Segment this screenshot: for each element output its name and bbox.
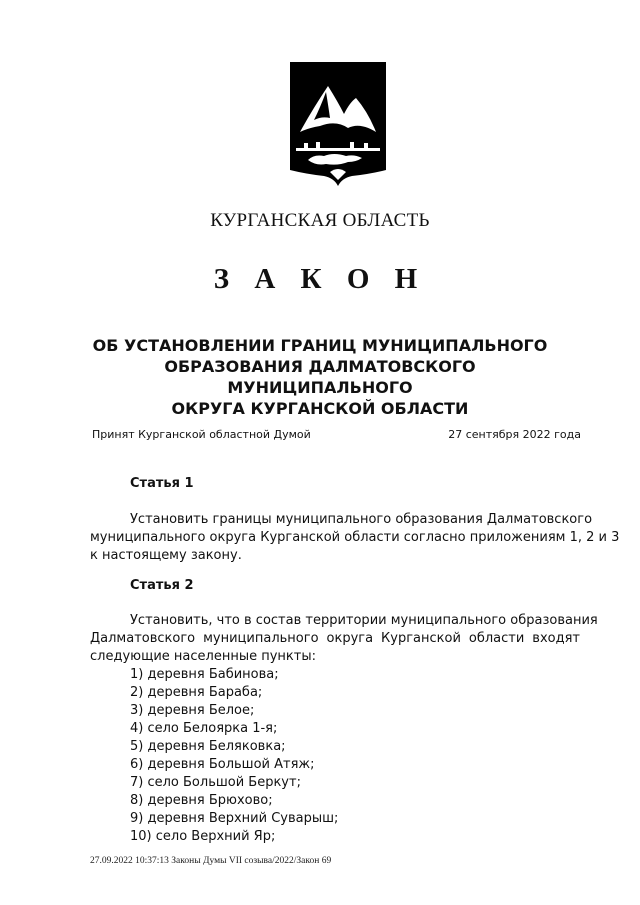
document-type: З А К О Н <box>213 263 427 295</box>
article-2-heading: Статья 2 <box>130 578 194 593</box>
law-title-line: ОКРУГА КУРГАНСКОЙ ОБЛАСТИ <box>171 399 469 418</box>
article-1-text <box>90 511 620 565</box>
list-item: 6) деревня Большой Атяж; <box>130 757 315 772</box>
paragraph-line: к настоящему закону. <box>90 548 242 563</box>
paragraph-line: Установить, что в состав территории муниципального образования <box>130 613 598 628</box>
list-item: 8) деревня Брюхово; <box>130 793 273 808</box>
list-item: 7) село Большой Беркут; <box>130 775 301 790</box>
article-2-text <box>90 612 598 666</box>
article-1-heading: Статья 1 <box>130 476 194 491</box>
list-item: 10) село Верхний Яр; <box>130 829 276 844</box>
settlements-list <box>130 666 338 846</box>
list-item: 3) деревня Белое; <box>130 703 255 718</box>
list-item: 4) село Белоярка 1-я; <box>130 721 278 736</box>
list-item: 5) деревня Беляковка; <box>130 739 286 754</box>
coat-of-arms-emblem <box>290 62 386 186</box>
adopted-by: Принят Курганской областной Думой <box>92 428 311 441</box>
paragraph-line: следующие населенные пункты: <box>90 649 316 664</box>
law-title-line: ОБРАЗОВАНИЯ ДАЛМАТОВСКОГО МУНИЦИПАЛЬНОГО <box>164 357 476 397</box>
paragraph-line: муниципального округа Курганской области согласно приложениям 1, 2 и 3 <box>90 530 620 545</box>
law-title-line: ОБ УСТАНОВЛЕНИИ ГРАНИЦ МУНИЦИПАЛЬНОГО <box>92 336 548 355</box>
list-item: 9) деревня Верхний Суварыш; <box>130 811 339 826</box>
adoption-date: 27 сентября 2022 года <box>448 428 581 441</box>
region-name: КУРГАНСКАЯ ОБЛАСТЬ <box>210 210 430 231</box>
document-footer: 27.09.2022 10:37:13 Законы Думы VII созыва/2022/Закон 69 <box>90 856 332 866</box>
paragraph-line: Далматовского муниципального округа Курганской области входят <box>90 631 580 646</box>
list-item: 1) деревня Бабинова; <box>130 667 279 682</box>
law-title <box>80 335 560 419</box>
list-item: 2) деревня Бараба; <box>130 685 263 700</box>
paragraph-line: Установить границы муниципального образования Далматовского <box>130 512 593 527</box>
